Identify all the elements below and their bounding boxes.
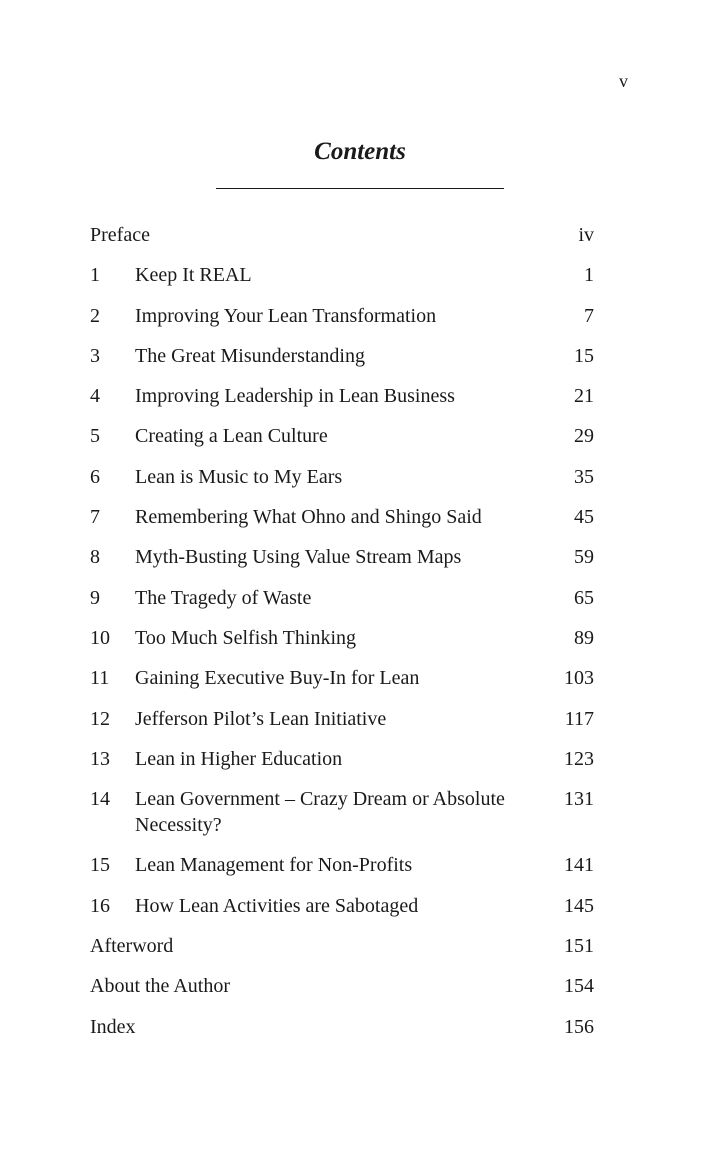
toc-entry-title: Remembering What Ohno and Shingo Said [135, 506, 482, 529]
toc-entry-number: 15 [90, 854, 110, 877]
toc-entry-title: Jefferson Pilot’s Lean Initiative [135, 707, 387, 730]
toc-entry-chapter-11[interactable] [90, 665, 594, 691]
toc-entry-title: Afterword [90, 935, 174, 958]
toc-entry-page: 21 [574, 385, 594, 408]
toc-entry-title: Gaining Executive Buy-In for Lean [135, 667, 420, 690]
toc-entry-title: Lean Government – Crazy Dream or Absolute Necessity? [135, 788, 505, 837]
title-divider [216, 188, 504, 189]
toc-entry-number: 13 [90, 747, 110, 770]
toc-entry-page: iv [578, 224, 594, 246]
toc-entry-page: 103 [564, 667, 594, 690]
toc-entry-afterword[interactable] [90, 933, 594, 959]
toc-entry-page: 117 [564, 707, 594, 730]
toc-entry-chapter-16[interactable] [90, 893, 594, 919]
toc-entry-title: Index [90, 1015, 136, 1038]
toc-entry-page: 45 [574, 506, 594, 529]
page-number: v [619, 71, 628, 91]
toc-entry-number: 7 [90, 506, 100, 529]
toc-entry-page: 7 [584, 304, 594, 327]
toc-entry-number: 6 [90, 465, 100, 488]
toc-entry-title: Preface [90, 224, 150, 246]
toc-entry-title: How Lean Activities are Sabotaged [135, 894, 419, 917]
toc-entry-number: 12 [90, 707, 110, 730]
toc-entry-chapter-1[interactable] [90, 262, 594, 288]
toc-entry-chapter-4[interactable] [90, 383, 594, 409]
toc-entry-title: About the Author [90, 975, 230, 998]
toc-entry-page: 29 [574, 425, 594, 448]
toc-entry-page: 151 [564, 935, 594, 958]
toc-entry-title: Improving Your Lean Transformation [135, 304, 437, 327]
toc-entry-number: 4 [90, 385, 100, 408]
table-of-contents [90, 222, 594, 1054]
toc-entry-number: 14 [90, 788, 110, 811]
toc-entry-page: 59 [574, 546, 594, 569]
toc-entry-number: 3 [90, 344, 100, 367]
toc-entry-title: Lean Management for Non-Profits [135, 854, 413, 877]
toc-entry-chapter-2[interactable] [90, 303, 594, 329]
toc-entry-title: The Tragedy of Waste [135, 586, 312, 609]
toc-entry-number: 11 [90, 667, 110, 690]
toc-entry-chapter-10[interactable] [90, 625, 594, 651]
toc-entry-chapter-9[interactable] [90, 585, 594, 611]
toc-entry-number: 16 [90, 894, 110, 917]
toc-entry-page: 145 [564, 894, 594, 917]
toc-entry-title: Myth-Busting Using Value Stream Maps [135, 546, 462, 569]
toc-entry-title: Improving Leadership in Lean Business [135, 385, 455, 408]
toc-entry-page: 156 [564, 1015, 594, 1038]
toc-entry-page: 154 [564, 975, 594, 998]
toc-entry-chapter-14[interactable] [90, 786, 594, 838]
toc-entry-title: Lean in Higher Education [135, 747, 343, 770]
toc-entry-number: 1 [90, 264, 100, 287]
toc-entry-page: 65 [574, 586, 594, 609]
toc-entry-page: 15 [574, 344, 594, 367]
toc-entry-chapter-13[interactable] [90, 746, 594, 772]
toc-entry-title: Too Much Selfish Thinking [135, 626, 357, 649]
toc-entry-chapter-6[interactable] [90, 464, 594, 490]
toc-entry-page: 131 [564, 788, 594, 811]
toc-entry-page: 141 [564, 854, 594, 877]
toc-entry-chapter-8[interactable] [90, 544, 594, 570]
toc-entry-number: 8 [90, 546, 100, 569]
toc-entry-chapter-3[interactable] [90, 343, 594, 369]
toc-entry-page: 1 [584, 264, 594, 287]
toc-entry-about-the-author[interactable] [90, 973, 594, 999]
toc-entry-page: 89 [574, 626, 594, 649]
toc-entry-preface[interactable] [90, 222, 594, 248]
toc-entry-title: Creating a Lean Culture [135, 425, 328, 448]
toc-entry-chapter-12[interactable] [90, 706, 594, 732]
toc-entry-number: 5 [90, 425, 100, 448]
toc-entry-number: 2 [90, 304, 100, 327]
toc-entry-title: The Great Misunderstanding [135, 344, 365, 367]
toc-entry-index[interactable] [90, 1014, 594, 1040]
toc-entry-number: 10 [90, 626, 110, 649]
toc-entry-title: Keep It REAL [135, 264, 252, 287]
toc-entry-number: 9 [90, 586, 100, 609]
toc-entry-page: 123 [564, 747, 594, 770]
toc-entry-title: Lean is Music to My Ears [135, 465, 343, 488]
toc-entry-chapter-15[interactable] [90, 852, 594, 878]
page-title: Contents [314, 138, 406, 165]
toc-entry-chapter-5[interactable] [90, 423, 594, 449]
toc-entry-chapter-7[interactable] [90, 504, 594, 530]
toc-entry-page: 35 [574, 465, 594, 488]
